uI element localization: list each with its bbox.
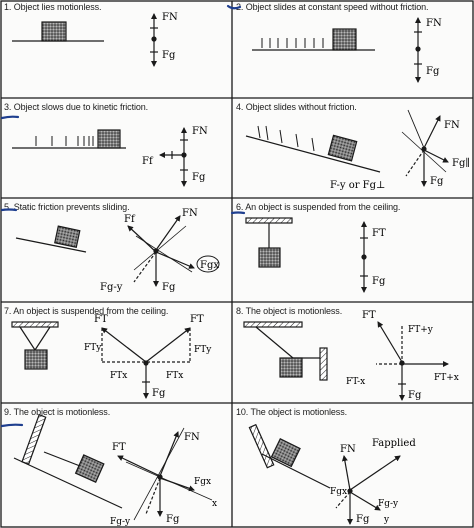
p9-fn-label: FN <box>184 432 200 443</box>
problem-6-diagram <box>246 218 368 292</box>
problem-5-diagram <box>16 216 219 286</box>
p6-block <box>259 248 280 267</box>
p1-fn-label: FN <box>162 12 178 23</box>
p7-ft-right-arrow <box>146 328 190 362</box>
p4-fn-label: FN <box>444 120 460 131</box>
p9-string <box>44 452 80 466</box>
p9-fg-label: Fg <box>166 514 180 525</box>
problem-1-diagram <box>12 14 158 66</box>
p9-fgy-label: Fg-y <box>110 517 131 527</box>
p5-fgx-label: Fgx <box>200 260 219 271</box>
p7-fty-right-label: FTy <box>194 345 212 355</box>
p2-fg-label: Fg <box>426 66 440 77</box>
p1-point <box>152 37 156 41</box>
p5-fn-label: FN <box>182 208 198 219</box>
p10-fapplied-label: Fapplied <box>372 438 416 449</box>
p9-incline <box>14 458 122 508</box>
p9-fgx-arrow <box>160 478 194 490</box>
problem-9-number: 9. <box>4 407 12 417</box>
p4-normal-arrow <box>424 116 440 148</box>
p7-ftx-right-label: FTx <box>166 371 184 381</box>
problem-5-text: Static friction prevents sliding. <box>13 202 130 212</box>
problem-10-number: 10. <box>236 407 249 417</box>
p3-motion-lines <box>36 136 93 146</box>
p7-block <box>25 350 47 369</box>
problem-3-text: Object slows due to kinetic friction. <box>13 102 149 112</box>
p3-block <box>98 130 120 148</box>
problem-2-number: 2. <box>236 2 244 12</box>
problem-7-text: An object is suspended from the ceiling. <box>13 306 169 316</box>
p6-fg-label: Fg <box>372 276 386 287</box>
p1-fg-label: Fg <box>162 50 176 61</box>
problem-6-number: 6. <box>236 202 244 212</box>
p10-fgx-label: Fgx <box>330 487 348 497</box>
p3-fg-label: Fg <box>192 172 206 183</box>
p2-motion-lines <box>262 38 323 48</box>
problem-4-diagram <box>246 110 448 186</box>
p9-wall <box>22 415 46 464</box>
p4-fg-label: Fg <box>430 176 444 187</box>
p7-fty-left-label: FTy <box>84 343 102 353</box>
p8-wall <box>320 348 327 380</box>
p10-incline <box>262 454 330 488</box>
problem-2-text: Object slides at constant speed without friction. <box>245 2 429 12</box>
p2-block <box>333 29 356 50</box>
problem-10-text: The object is motionless. <box>250 407 348 417</box>
p7-fg-label: Fg <box>152 388 166 399</box>
p8-block <box>280 358 302 377</box>
p10-wall <box>249 425 273 468</box>
p9-normal-arrow <box>160 432 178 476</box>
p7-ft-left-label: FT <box>94 314 108 325</box>
p10-applied-arrow <box>350 456 400 490</box>
p9-fgy-arrow <box>146 478 160 514</box>
p8-ft-x-neg-label: FT-x <box>346 377 366 387</box>
problem-9-diagram <box>14 415 212 520</box>
p10-block <box>272 439 301 467</box>
problem-9-text: The object is motionless. <box>13 407 111 417</box>
p5-normal-arrow <box>156 216 180 250</box>
p10-fgy-arrow <box>350 492 380 510</box>
p10-fgy-label: Fg-y <box>378 499 399 509</box>
p4-block <box>328 135 356 161</box>
problem-6-text: An object is suspended from the ceiling. <box>245 202 401 212</box>
p9-x-label: x <box>212 499 218 509</box>
p9-fgx-label: Fgx <box>194 477 212 487</box>
problem-5-number: 5. <box>4 202 12 212</box>
p5-fgy-label: Fg-y <box>100 282 123 293</box>
p9-ft-label: FT <box>112 442 126 453</box>
p7-ceiling <box>12 322 58 327</box>
p1-block <box>42 22 66 41</box>
problem-8-number: 8. <box>236 306 244 316</box>
p5-fg-label: Fg <box>162 282 176 293</box>
p8-ceiling <box>244 322 302 327</box>
p3-fn-label: FN <box>192 126 208 137</box>
p7-string-left <box>20 327 35 350</box>
p5-ff-label: Ff <box>124 214 135 225</box>
p7-ft-right-label: FT <box>190 314 204 325</box>
p8-ft-y-label: FT+y <box>408 325 433 335</box>
p5-friction-arrow <box>128 226 156 252</box>
p10-y-label: y <box>384 515 390 525</box>
p8-ft-x-pos-label: FT+x <box>434 373 459 383</box>
p9-tension-arrow <box>118 456 160 476</box>
p8-string-angled <box>256 327 293 358</box>
p7-string-right <box>35 327 50 350</box>
problem-7-diagram <box>12 322 190 398</box>
problem-3-diagram <box>12 128 188 186</box>
p7-ftx-left-label: FTx <box>110 371 128 381</box>
p4-fg-perp-label: F-y or Fg⊥ <box>330 180 386 191</box>
p3-ff-label: Ff <box>142 156 153 167</box>
problem-7-number: 7. <box>4 306 12 316</box>
problem-3-number: 3. <box>4 102 12 112</box>
p2-fn-label: FN <box>426 18 442 29</box>
problem-8-text: The object is motionless. <box>245 306 343 316</box>
p8-ft-arrow <box>378 322 402 362</box>
p5-block <box>55 226 80 247</box>
p10-fn-label: FN <box>340 444 356 455</box>
p9-block <box>76 455 104 482</box>
problem-2-diagram <box>252 18 422 82</box>
p4-fg-parallel-label: Fg∥ <box>452 158 470 169</box>
p8-fg-label: Fg <box>408 390 422 401</box>
p4-parallel-arrow <box>424 150 448 162</box>
p7-ft-left-arrow <box>102 328 146 362</box>
p8-ft-label: FT <box>362 310 376 321</box>
p6-ceiling <box>246 218 292 223</box>
p4-perp-arrow <box>406 150 424 176</box>
problem-1-number: 1. <box>4 2 12 12</box>
p5-fgx-arrow <box>156 252 194 268</box>
problem-4-text: Object slides without friction. <box>245 102 357 112</box>
p10-fg-label: Fg <box>356 514 370 525</box>
problem-1-text: Object lies motionless. <box>13 2 102 12</box>
problem-4-number: 4. <box>236 102 244 112</box>
p10-normal-arrow <box>344 456 350 490</box>
p6-ft-label: FT <box>372 228 386 239</box>
